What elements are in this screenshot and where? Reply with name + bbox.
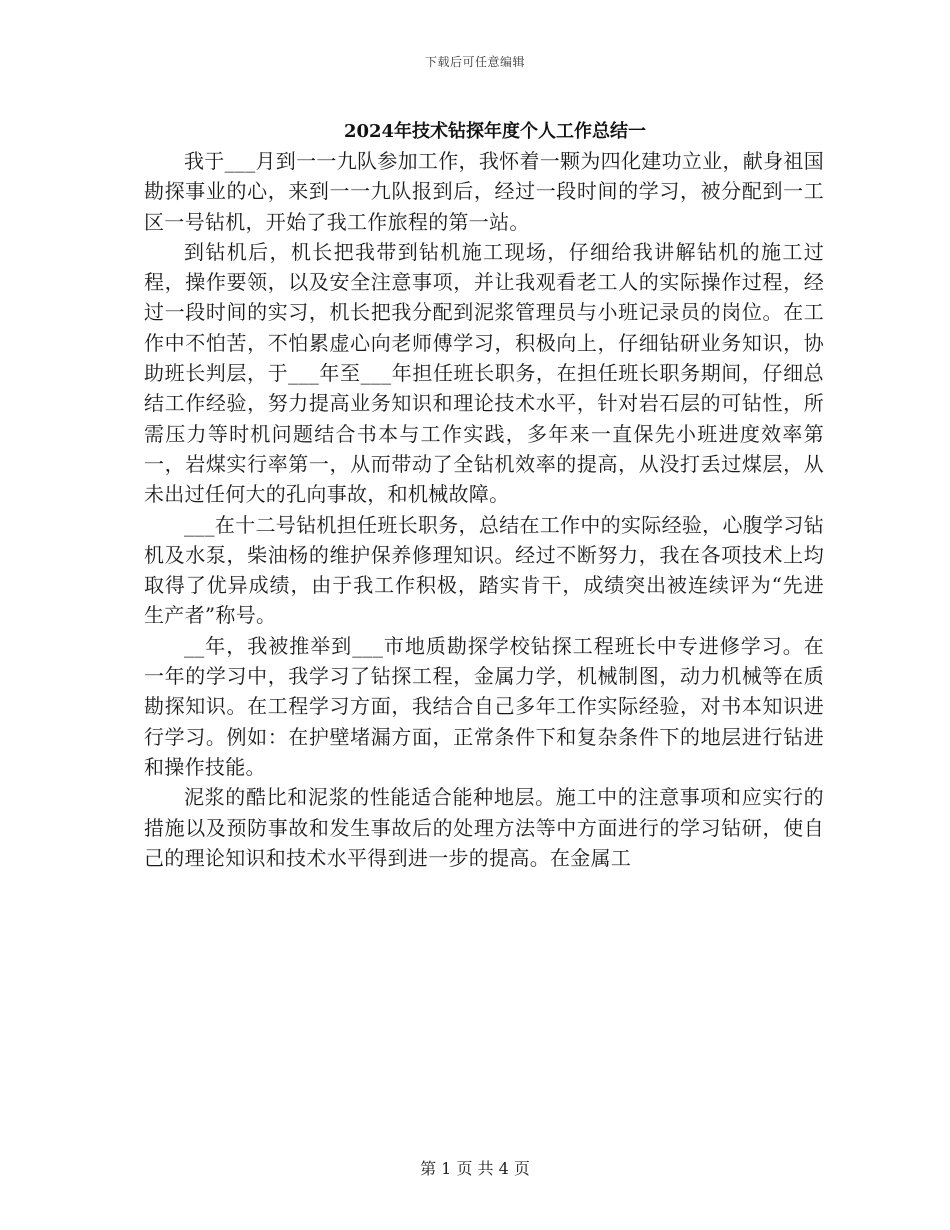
document-title: 2024年技术钻探年度个人工作总结一	[343, 121, 647, 142]
paragraph-2: 到钻机后，机长把我带到钻机施工现场，仔细给我讲解钻机的施工过程，操作要领，以及安全注意事项，并让我观看老工人的实际操作过程，经过一段时间的实习，机长把我分配到泥浆管理员与小班记录员的岗位。在工作中不怕苦，不怕累虚心向老师傅学习，积极向上，仔细钻研业务知识，协助班长判层，于___年至___年担任班长职务，在担任班长职务期间，仔细总结工作经验，努力提高业务知识和理论技术水平，针对岩石层的可钻性，所需压力等时机问题结合书本与工作实践，多年来一直保先小班进度效率第一，岩煤实行率第一，从而带动了全钻机效率的提高，从没打丢过煤层，从未出过任何大的孔向事故，和机械故障。	[144, 239, 824, 507]
document-body	[144, 146, 824, 873]
paragraph-5: 泥浆的酷比和泥浆的性能适合能种地层。施工中的注意事项和应实行的措施以及预防事故和发生事故后的处理方法等中方面进行的学习钻研，使自己的理论知识和技术水平得到进一步的提高。在金属工	[144, 785, 824, 870]
page-number: 第 1 页 共 4 页	[420, 1159, 530, 1178]
paragraph-3: ___在十二号钻机担任班长职务，总结在工作中的实际经验，心腹学习钻机及水泵，柴油杨的维护保养修理知识。经过不断努力，我在各项技术上均取得了优异成绩，由于我工作积极，踏实肯干，成绩突出被连续评为“先进生产者”称号。	[144, 512, 824, 628]
paragraph-1: 我于___月到一一九队参加工作，我怀着一颗为四化建功立业，献身祖国勘探事业的心，来到一一九队报到后，经过一段时间的学习，被分配到一工区一号钻机，开始了我工作旅程的第一站。	[144, 149, 824, 234]
paragraph-4: __年，我被推举到___市地质勘探学校钻探工程班长中专进修学习。在一年的学习中，我学习了钻探工程，金属力学，机械制图，动力机械等在质勘探知识。在工程学习方面，我结合自己多年工作实际经验，对书本知识进行学习。例如：在护壁堵漏方面，正常条件下和复杂条件下的地层进行钻进和操作技能。	[144, 633, 824, 779]
header-note: 下载后可任意编辑	[424, 55, 525, 69]
